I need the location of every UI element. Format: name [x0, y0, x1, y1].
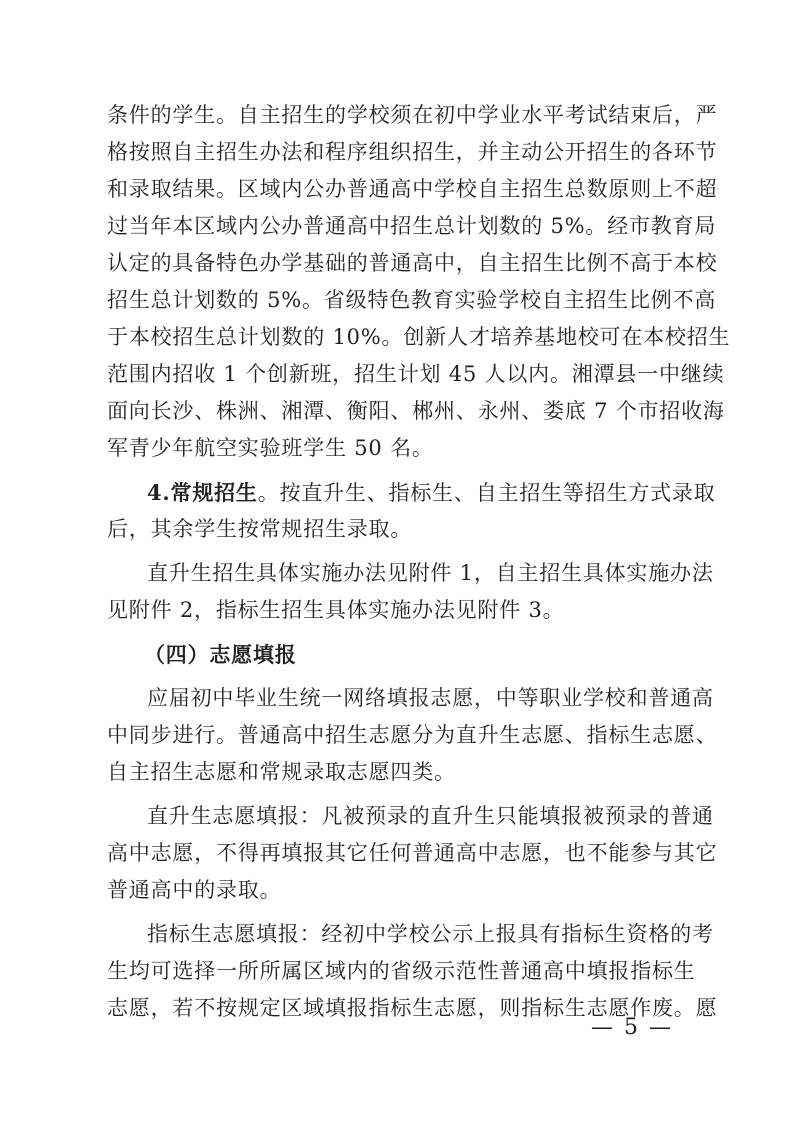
paragraph-admission-rules — [107, 97, 731, 467]
document-body — [107, 97, 731, 1027]
text-line: 志愿，若不按规定区域填报指标生志愿，则指标生志愿作废。愿 — [107, 996, 718, 1020]
text-line: 后，其余学生按常规招生录取。 — [107, 517, 413, 541]
text-line: 过当年本区域内公办普通高中招生总计划数的 5%。经市教育局 — [107, 214, 717, 238]
text-line: 于本校招生总计划数的 10%。创新人才培养基地校可在本校招生 — [107, 325, 731, 349]
text-line: 直升生招生具体实施办法见附件 1，自主招生具体实施办法 — [147, 561, 714, 585]
paragraph-attachments — [107, 555, 714, 629]
text-line: 认定的具备特色办学基础的普通高中，自主招生比例不高于本校 — [107, 251, 718, 275]
text-line: 面向长沙、株洲、湘潭、衡阳、郴州、永州、娄底 7 个市招收海 — [107, 399, 725, 423]
text-line: 直升生志愿填报：凡被预录的直升生只能填报被预录的普通 — [147, 804, 714, 828]
text-line: 生均可选择一所所属区域内的省级示范性普通高中填报指标生 — [107, 959, 696, 983]
text-line: 中同步进行。普通高中招生志愿分为直升生志愿、指标生志愿、 — [107, 723, 718, 747]
text-line: 招生总计划数的 5%。省级特色教育实验学校自主招生比例不高 — [107, 288, 717, 312]
paragraph-direct-promotion — [107, 798, 718, 909]
text-line: 自主招生志愿和常规录取志愿四类。 — [107, 760, 456, 784]
paragraph-regular-admission — [107, 474, 716, 548]
text-line: 指标生志愿填报：经初中学校公示上报具有指标生资格的考 — [147, 922, 714, 946]
text-span: 。按直升生、指标生、自主招生等招生方式录取 — [257, 481, 716, 505]
page-number: — 5 — — [591, 1015, 673, 1040]
text-line: 普通高中的录取。 — [107, 878, 282, 902]
text-line: 范围内招收 1 个创新班，招生计划 45 人以内。湘潭县一中继续 — [107, 362, 725, 386]
text-line: 格按照自主招生办法和程序组织招生，并主动公开招生的各环节 — [107, 140, 718, 164]
text-line: 军青少年航空实验班学生 50 名。 — [107, 436, 434, 460]
section-heading: （四）志愿填报 — [144, 642, 297, 667]
text-line: 见附件 2，指标生招生具体实施办法见附件 3。 — [107, 598, 565, 622]
text-line: 高中志愿，不得再填报其它任何普通高中志愿，也不能参与其它 — [107, 841, 718, 865]
paragraph-quota-students — [107, 916, 718, 1027]
text-line — [107, 474, 716, 511]
paragraph-application-overview — [107, 680, 718, 791]
text-line: 和录取结果。区域内公办普通高中学校自主招生总数原则上不超 — [107, 177, 718, 201]
text-line: 应届初中毕业生统一网络填报志愿，中等职业学校和普通高 — [147, 686, 714, 710]
text-line: 条件的学生。自主招生的学校须在初中学业水平考试结束后，严 — [107, 103, 718, 127]
subheading-regular-admission: 4.常规招生 — [147, 480, 258, 505]
